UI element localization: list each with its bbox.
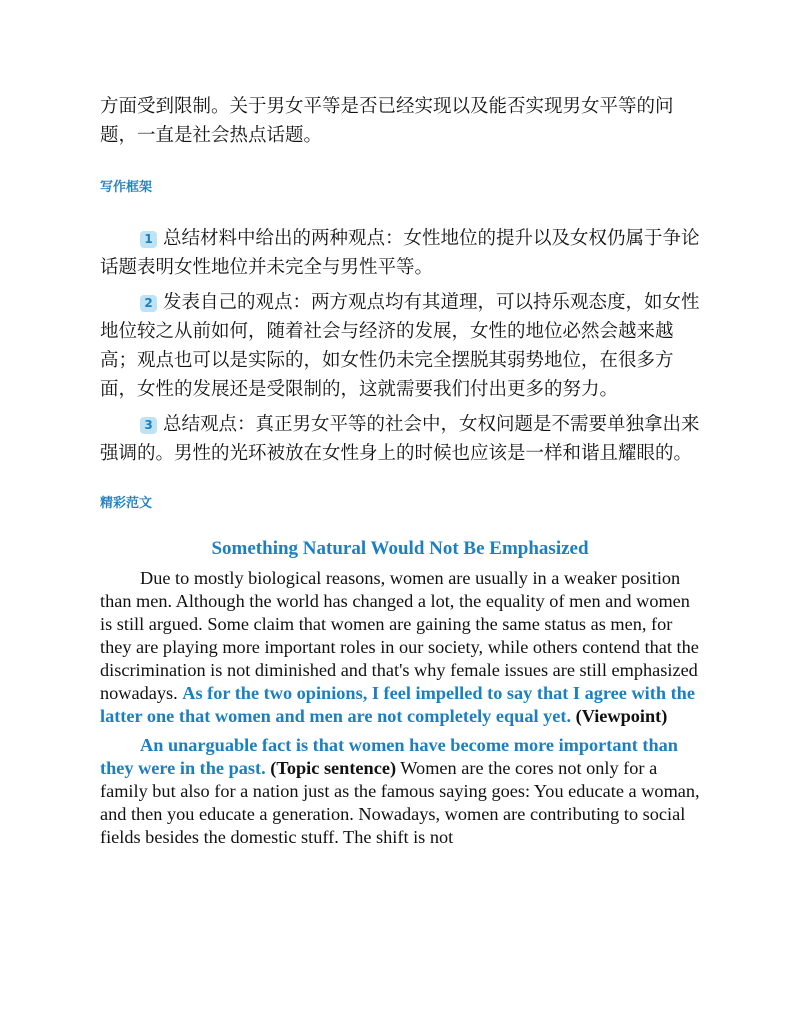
framework-item-3 [100,410,700,468]
framework-item-2-text: 发表自己的观点：两方观点均有其道理，可以持乐观态度，如女性地位较之从前如何，随着社会与经济的发展，女性的地位必然会越来越高；观点也可以是实际的，如女性仍未完全摆脱其弱势地位，在很多方面，女性的发展还是受限制的，这就需要我们付出更多的努力。 [100,292,700,400]
essay-title: Something Natural Would Not Be Emphasized [211,538,589,559]
viewpoint-sentence: As for the two opinions, I feel impelled to say that I agree with the latter one that women and men are not completely equal yet. [100,683,695,726]
framework-heading: 写作框架 [100,180,153,195]
sample-essay-heading: 精彩范文 [100,496,153,511]
paragraph-1-body: Due to mostly biological reasons, women are usually in a weaker position than men. Although the world has changed a lot, the equality of men and women is still argued. Some claim that women are gaining the same status as men, for they are playing more important roles in our society, while others contend that the discrimination is not diminished and that's why female issues are still emphasized nowadays. [100,568,699,703]
essay-paragraph-1 [100,567,700,728]
topic-sentence: An unarguable fact is that women have become more important than they were in the past. [100,735,678,778]
intro-paragraph: 方面受到限制。关于男女平等是否已经实现以及能否实现男女平等的问题，一直是社会热点话题。 [100,96,674,146]
framework-item-3-text: 总结观点：真正男女平等的社会中，女权问题是不需要单独拿出来强调的。男性的光环被放在女性身上的时候也应该是一样和谐且耀眼的。 [100,414,700,464]
number-badge-2: 2 [140,295,157,312]
paragraph-2-body: Women are the cores not only for a family but also for a nation just as the famous saying goes: You educate a woman, and then you educate a generation. Nowadays, women are contributing to social fields besides the domestic stuff. The shift is not [100,758,700,847]
number-badge-3: 3 [140,417,157,434]
viewpoint-tag: (Viewpoint) [571,706,668,726]
framework-item-1 [100,224,700,282]
framework-item-1-text: 总结材料中给出的两种观点：女性地位的提升以及女权仍属于争论话题表明女性地位并未完全与男性平等。 [100,228,700,278]
document-page [100,92,700,849]
number-badge-1: 1 [140,231,157,248]
essay-paragraph-2 [100,734,700,849]
topic-sentence-tag: (Topic sentence) [265,758,397,778]
framework-item-2 [100,288,700,404]
